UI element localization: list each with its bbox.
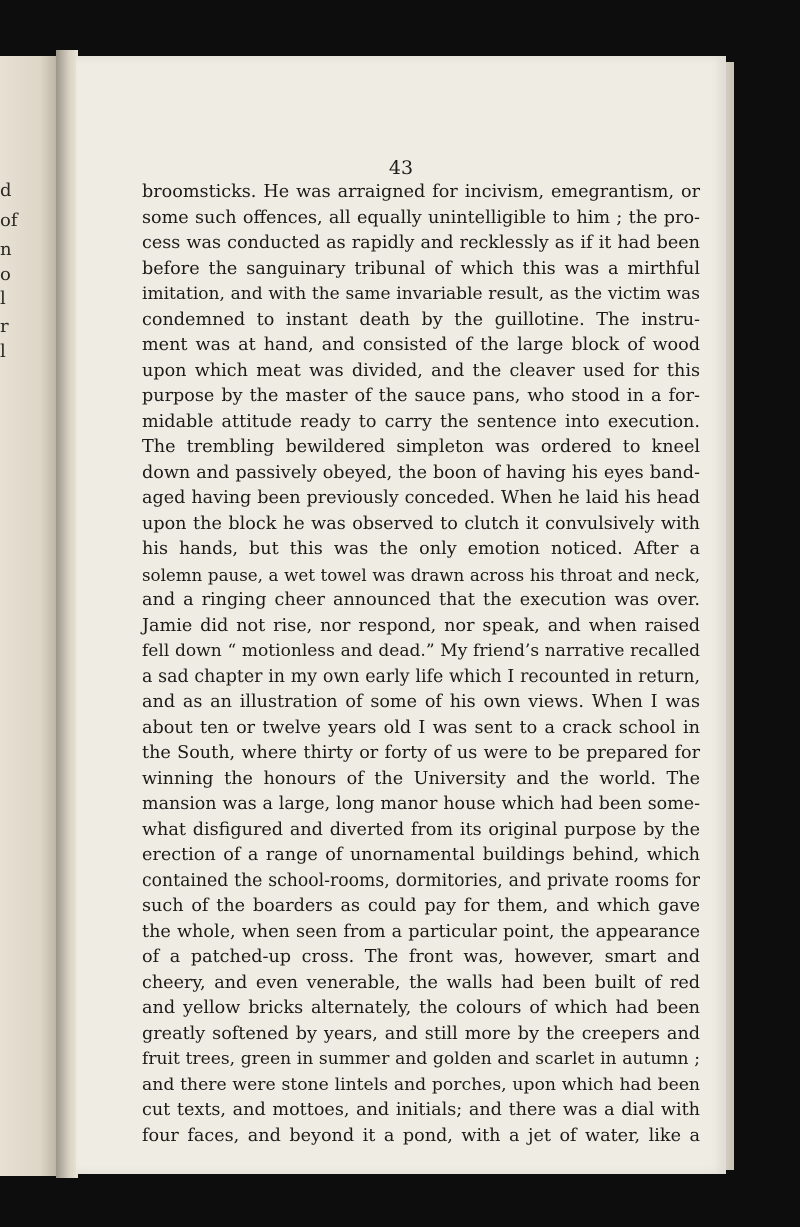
left-page-fragment: r	[0, 316, 9, 337]
text-line: aged having been previously conceded. When he laid his head	[142, 488, 700, 508]
text-line: the whole, when seen from a particular point, the appearance	[142, 921, 700, 942]
text-line: broomsticks. He was arraigned for incivism, emegrantism, or	[142, 182, 700, 202]
text-line: cess was conducted as rapidly and recklessly as if it had been	[142, 233, 700, 253]
text-line: fell down “ motionless and dead.” My friend’s narrative recalled	[142, 641, 700, 661]
text-line: the South, where thirty or forty of us were to be prepared for	[142, 743, 700, 763]
text-line: some such offences, all equally unintelligible to him ; the pro-	[142, 207, 700, 228]
text-line: midable attitude ready to carry the sentence into execution.	[142, 411, 700, 432]
text-line: and there were stone lintels and porches, upon which had been	[142, 1074, 700, 1095]
text-line: purpose by the master of the sauce pans, who stood in a for-	[142, 386, 700, 406]
text-line: and as an illustration of some of his own views. When I was	[142, 692, 700, 712]
text-line: and a ringing cheer announced that the execution was over.	[142, 590, 700, 610]
left-page-fragment: n	[0, 239, 12, 260]
book-gutter	[56, 50, 78, 1178]
text-line: upon which meat was divided, and the cleaver used for this	[142, 360, 700, 381]
text-line: cheery, and even venerable, the walls had been built of red	[142, 972, 700, 993]
text-line: The trembling bewildered simpleton was ordered to kneel	[142, 437, 700, 457]
text-line: upon the block he was observed to clutch it convulsively with	[142, 513, 700, 534]
text-line: what disfigured and diverted from its original purpose by the	[142, 819, 700, 840]
text-line: imitation, and with the same invariable result, as the victim was	[142, 284, 700, 304]
text-line: erection of a range of unornamental buildings behind, which	[142, 845, 700, 865]
text-line: mansion was a large, long manor house which had been some-	[142, 794, 700, 814]
text-line: ment was at hand, and consisted of the large block of wood	[142, 335, 700, 355]
text-line: winning the honours of the University and the world. The	[142, 768, 700, 789]
text-line: fruit trees, green in summer and golden and scarlet in autumn ;	[142, 1049, 700, 1069]
text-line: solemn pause, a wet towel was drawn across his throat and neck,	[142, 565, 700, 585]
left-page-fragment: o	[0, 264, 11, 285]
text-line: his hands, but this was the only emotion noticed. After a	[142, 539, 700, 559]
text-line: Jamie did not rise, nor respond, nor speak, and when raised	[142, 615, 700, 636]
left-page-fragment: l	[0, 288, 6, 309]
left-page-edge	[0, 56, 58, 1176]
text-line: condemned to instant death by the guillotine. The instru-	[142, 309, 700, 330]
text-line: down and passively obeyed, the boon of having his eyes band-	[142, 462, 700, 483]
left-page-fragment: of	[0, 210, 18, 231]
book-page	[76, 56, 726, 1174]
text-line: of a patched-up cross. The front was, however, smart and	[142, 947, 700, 967]
text-line: greatly softened by years, and still more by the creepers and	[142, 1023, 700, 1044]
text-line: and yellow bricks alternately, the colours of which had been	[142, 998, 700, 1018]
left-page-fragment: l	[0, 341, 6, 362]
page-number: 43	[388, 157, 414, 179]
body-text	[142, 180, 700, 1149]
text-line: cut texts, and mottoes, and initials; and there was a dial with	[142, 1100, 700, 1120]
text-line: four faces, and beyond it a pond, with a jet of water, like a	[142, 1125, 700, 1146]
text-line: such of the boarders as could pay for them, and which gave	[142, 896, 700, 916]
text-line: a sad chapter in my own early life which I recounted in return,	[142, 666, 700, 687]
text-line: contained the school-rooms, dormitories, and private rooms for	[142, 870, 700, 891]
text-line: about ten or twelve years old I was sent to a crack school in	[142, 717, 700, 738]
left-page-fragment: d	[0, 180, 12, 201]
text-line: before the sanguinary tribunal of which this was a mirthful	[142, 258, 700, 279]
